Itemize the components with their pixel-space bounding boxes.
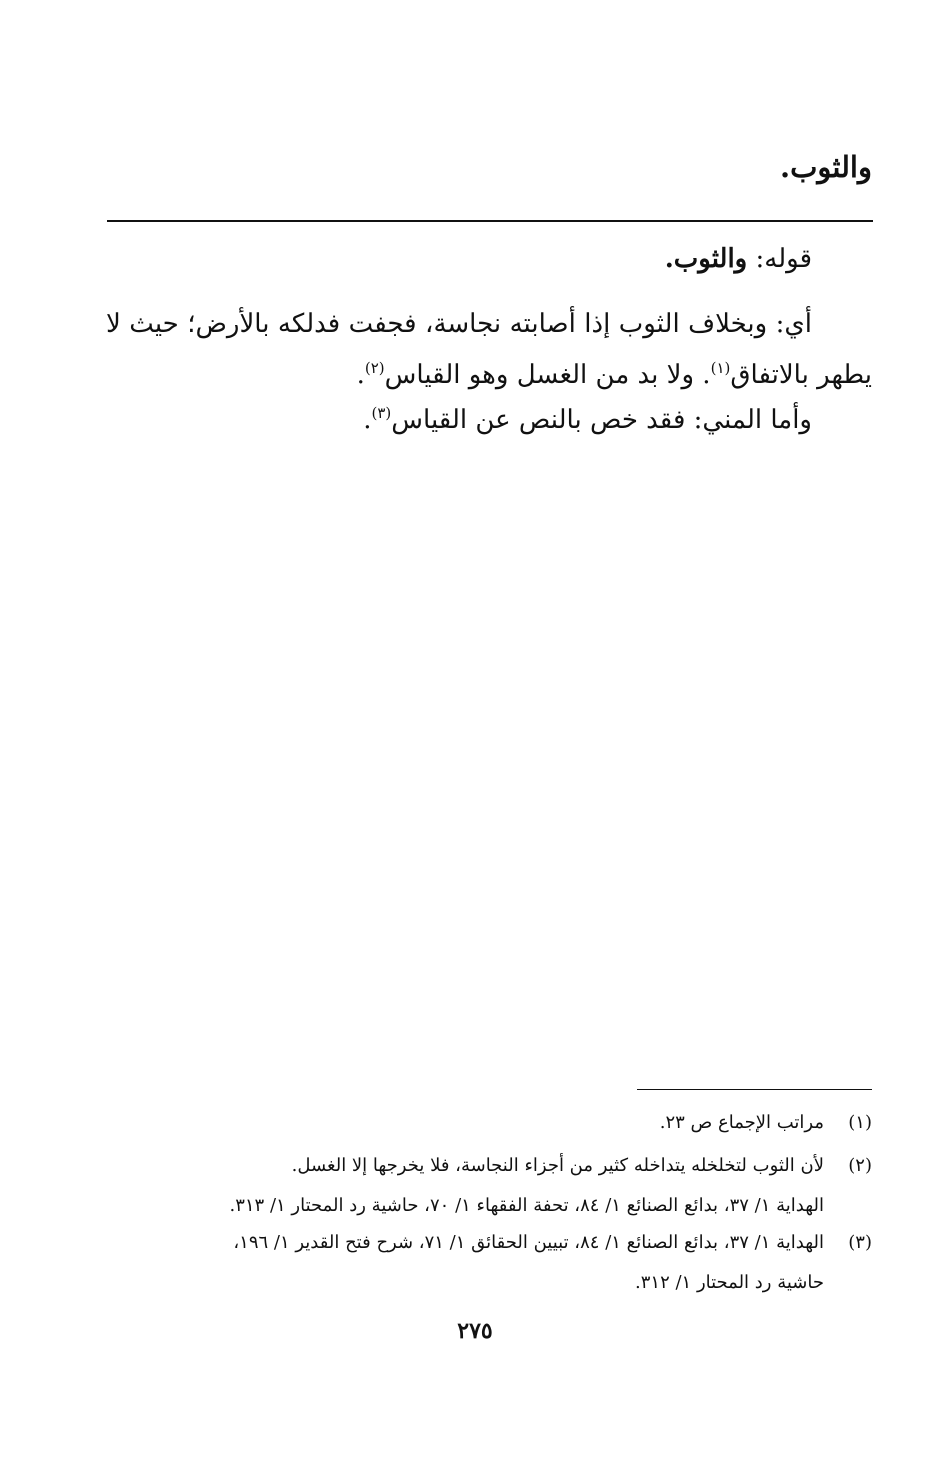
footnote-ref-2[interactable]: (٢) [364,359,385,377]
lemma-term: والثوب. [664,244,748,274]
section-heading: والثوب. [779,150,872,184]
footnote-divider [637,1089,872,1090]
paragraph-2-text-b: . [363,405,372,435]
commentary-lemma [665,244,812,274]
paragraph-1-text-a: أي: وبخلاف الثوب إذا أصابته نجاسة، فجفت فدلكه بالأرض؛ حيث لا يطهر بالاتفاق [106,309,872,390]
footnote-line: لأن الثوب لتخلخله يتداخله كثير من أجزاء النجاسة، فلا يخرجها إلا الغسل. [291,1155,824,1176]
footnote-ref-3[interactable]: (٣) [371,404,392,422]
footnote-item [106,1146,872,1226]
paragraph-1-text-c: . [356,360,365,390]
paragraph-1-text-b: . ولا بد من الغسل وهو القياس [384,360,711,390]
footnote-line: مراتب الإجماع ص ٢٣. [659,1112,824,1133]
footnote-item [106,1103,872,1143]
footnote-number: (٣) [848,1232,872,1253]
footnote-number: (٢) [848,1155,872,1176]
paragraph-1 [106,302,872,397]
page-number: ٢٧٥ [457,1318,493,1344]
footnote-number: (١) [848,1112,872,1133]
footnote-line: الهداية ١/ ٣٧، بدائع الصنائع ١/ ٨٤، تبيين الحقائق ١/ ٧١، شرح فتح القدير ١/ ١٩٦، [233,1232,824,1253]
footnote-item [106,1223,872,1303]
header-divider [107,220,873,222]
lemma-label: قوله: [755,244,812,274]
paragraph-2 [363,404,812,435]
footnote-ref-1[interactable]: (١) [710,359,731,377]
footnote-line: الهداية ١/ ٣٧، بدائع الصنائع ١/ ٨٤، تحفة الفقهاء ١/ ٧٠، حاشية رد المحتار ١/ ٣١٣. [229,1195,824,1216]
footnote-line: حاشية رد المحتار ١/ ٣١٢. [635,1272,824,1293]
paragraph-2-text-a: وأما المني: فقد خص بالنص عن القياس [391,405,812,435]
